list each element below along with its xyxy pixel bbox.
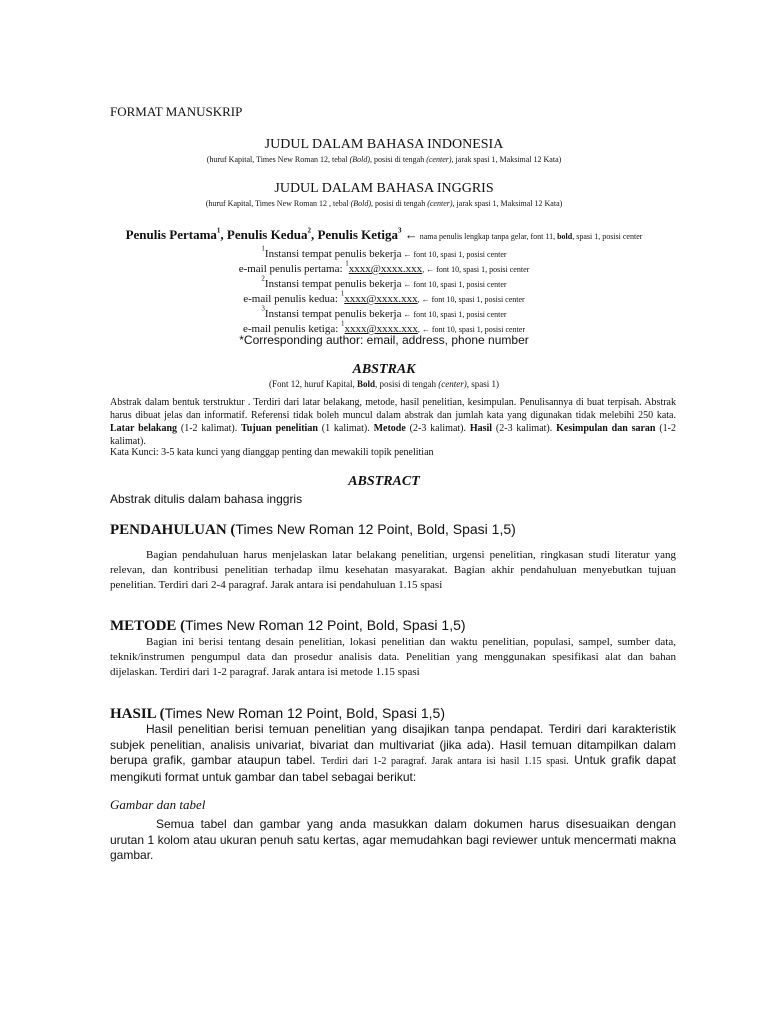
author-second: Penulis Kedua [226,227,308,242]
note-center: (center), [426,155,454,164]
affil-note: ← font 10, spasi 1, posisi center [401,280,507,289]
abstrak-hasil: Hasil [469,423,493,434]
metode-heading [110,617,466,635]
heading-note: Times New Roman 12 Point, Bold, Spasi 1,5) [164,705,445,721]
email-note: , ← font 10, spasi 1, posisi center [422,265,530,274]
affil-note: ← font 10, spasi 1, posisi center [401,310,507,319]
title-english: JUDUL DALAM BAHASA INGGRIS [274,181,494,196]
hasil-spacing-note: Terdiri dari 1-2 paragraf. Jarak antara isi hasil 1.15 spasi. [321,756,569,767]
abstrak-body [110,396,676,448]
title-indonesian: JUDUL DALAM BAHASA INDONESIA [264,137,504,152]
author-sup: 2 [307,226,311,235]
email-link[interactable]: xxxx@xxxx.xxx [344,323,418,335]
abstrak-note: (1-2 kalimat). [177,423,242,434]
metode-body: Bagian ini berisi tentang desain penelitian, lokasi penelitian dan waktu penelitian, populasi, sampel, sumber data, teknik/instrumen pengumpul data dan prosedur analisis data. Penelitian yang menggunakan spesifikasi alat dan bahan dijelaskan. Terdiri dari 1-2 paragraf. Jarak antara isi metode 1.15 spasi [110,636,676,678]
note-bold: (Bold), [349,155,372,164]
abstract-body: Abstrak ditulis dalam bahasa inggris [110,492,303,506]
email-sup: 1 [345,259,349,268]
author-note: , spasi 1, posisi center [572,232,643,241]
abstrak-tujuan: Tujuan penelitian [241,423,318,434]
abstrak-metode: Metode [373,423,406,434]
email-link[interactable]: xxxx@xxxx.xxx [344,293,418,305]
note-text: (huruf Kapital, Times New Roman 12, tebal [206,155,350,164]
affil-sup: 1 [261,244,265,253]
email-note: , ← font 10, spasi 1, posisi center [417,325,526,334]
title-english-note [0,199,768,208]
corresponding-author: *Corresponding author: email, address, phone number [239,333,529,347]
hasil-body [110,722,676,785]
email-sup: 1 [340,289,345,298]
author-sup: 3 [397,226,402,235]
affil-note: ← font 10, spasi 1, posisi center [401,250,507,259]
affil-text: Instansi tempat penulis bekerja [264,248,402,260]
note-text: jarak spasi 1, Maksimal 12 Kata) [453,155,562,164]
author-note-bold: bold [557,232,573,241]
affil-sup: 3 [261,304,265,313]
email-label: e-mail penulis kedua: [243,293,341,305]
pendahuluan-heading [110,521,516,539]
author-line [0,226,768,244]
note-bold: Bold [357,379,376,389]
email-link[interactable]: xxxx@xxxx.xxx [348,263,423,275]
abstrak-note: (2-3 kalimat). [405,423,470,434]
abstrak-intro: Abstrak dalam bentuk terstruktur . Terdiri dari latar belakang, metode, hasil penelitian, kesimpulan. Penulisannya di buat terpisah. Abstrak harus dibuat jelas dan informatif. Referensi tidak boleh muncul dalam abstrak dan jumlah kata yang digunakan tidak melebihi 250 kata. [110,397,676,421]
kata-kunci: Kata Kunci: 3-5 kata kunci yang dianggap penting dan mewakili topik penelitian [110,447,434,458]
heading-bold: HASIL ( [110,706,165,722]
abstrak-kesimpulan: Kesimpulan dan saran [556,423,656,434]
hasil-text: Hasil penelitian berisi temuan penelitian yang disajikan tanpa pendapat. Terdiri dari karakteristik subjek penelitian, analisis univariat, bivariat dan multivariat (jika ada). Hasil temuan ditampilkan dalam berupa grafik, gambar ataupun tabel. [110,722,676,767]
format-title: FORMAT MANUSKRIP [110,104,243,119]
note-center: (center), [427,199,455,208]
abstrak-heading: ABSTRAK [352,362,416,377]
hasil-heading [110,705,445,723]
affil-sup: 2 [261,274,265,283]
author-sup: 1 [216,226,221,235]
abstrak-note: (2-3 kalimat). [492,423,557,434]
heading-bold: PENDAHULUAN ( [110,522,236,538]
author-sep: , [310,227,318,242]
title-indonesian-note [0,155,768,164]
note-text: posisi di tengah [372,155,427,164]
gambar-heading: Gambar dan tabel [110,797,206,812]
gambar-body: Semua tabel dan gambar yang anda masukkan dalam dokumen harus disesuaikan dengan urutan 1 kolom atau ukuran penuh satu kertas, agar memudahkan bagi reviewer untuk mencermati makna gambar. [110,817,676,862]
note-bold: (Bold), [350,199,373,208]
note-text: spasi 1) [469,379,499,389]
hasil-text: Untuk grafik dapat mengikuti format untuk gambar dan tabel sebagai berikut: [110,753,676,784]
note-text: (Font 12, huruf Kapital, [269,379,357,389]
note-text: (huruf Kapital, Times New Roman 12 , tebal [205,199,351,208]
heading-note: Times New Roman 12 Point, Bold, Spasi 1,5) [235,521,516,537]
affil-text: Instansi tempat penulis bekerja [264,308,402,320]
heading-bold: METODE ( [110,618,186,634]
abstrak-note [0,379,768,389]
affil-text: Instansi tempat penulis bekerja [264,278,402,290]
author-first: Penulis Pertama [125,227,217,242]
abstrak-note: (1-2 kalimat). [110,423,677,447]
email-sup: 1 [341,319,345,328]
note-center: (center), [438,379,469,389]
note-text: jarak spasi 1, Maksimal 12 Kata) [454,199,563,208]
email-label: e-mail penulis ketiga: [242,323,342,335]
pendahuluan-body: Bagian pendahuluan harus menjelaskan latar belakang penelitian, urgensi penelitian, ringkasan studi literatur yang relevan, dan kontribusi penelitian terhadap ilmu kesehatan masyarakat. Bagian akhir pendahuluan menyebutkan tujuan penelitian. Terdiri dari 2-4 paragraf. Jarak antara isi pendahuluan 1.15 spasi [110,549,676,591]
arrow-icon: ← [401,227,418,242]
email-label: e-mail penulis pertama: [238,263,346,275]
author-note: nama penulis lengkap tanpa gelar, font 11, [417,232,558,241]
abstrak-note: (1 kalimat). [317,423,374,434]
abstract-heading: ABSTRACT [348,474,420,489]
note-text: , posisi di tengah [375,379,439,389]
note-text: posisi di tengah [373,199,428,208]
email-note: , ← font 10, spasi 1, posisi center [417,295,525,304]
abstrak-latar: Latar belakang [110,423,178,434]
heading-note: Times New Roman 12 Point, Bold, Spasi 1,5) [185,617,466,633]
author-sep: , [220,227,227,242]
author-third: Penulis Ketiga [317,227,398,242]
